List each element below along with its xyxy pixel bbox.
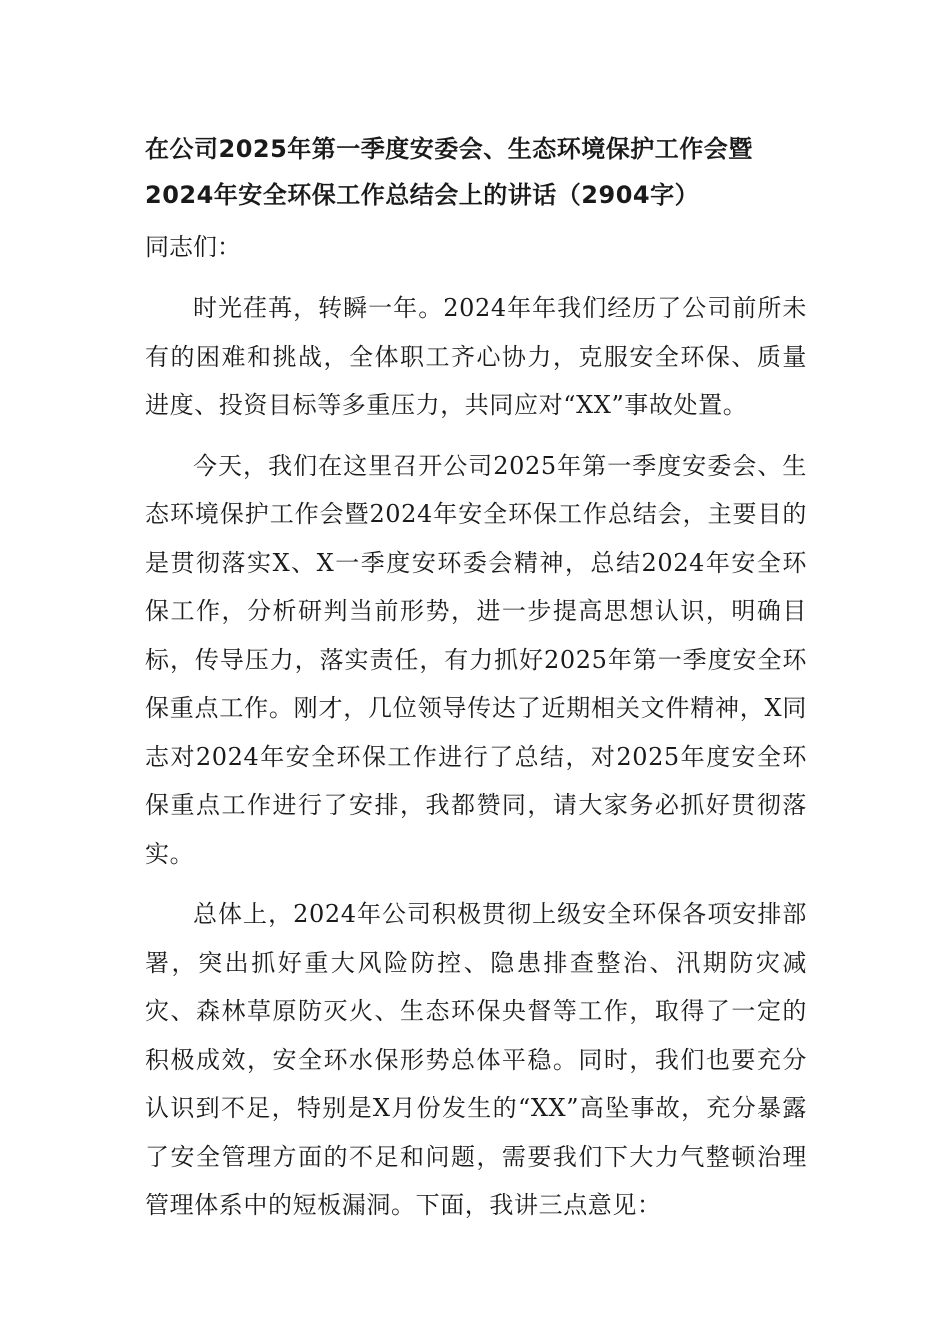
salutation: 同志们： xyxy=(145,233,241,261)
title-line-1: 在公司2025年第一季度安委会、生态环境保护工作会暨 xyxy=(145,135,753,163)
paragraph-3: 总体上，2024年公司积极贯彻上级安全环保各项安排部署，突出抓好重大风险防控、隐患排查整治、汛期防灾减灾、森林草原防灭火、生态环保央督等工作，取得了一定的积极成效，安全环水保形势总体平稳。同时，我们也要充分认识到不足，特别是X月份发生的“XX”高坠事故，充分暴露了安全管理方面的不足和问题，需要我们下大力气整顿治理管理体系中的短板漏洞。下面，我讲三点意见： xyxy=(145,900,807,1219)
title-line-2: 2024年安全环保工作总结会上的讲话（2904字） xyxy=(145,181,700,209)
document-title xyxy=(145,126,807,218)
paragraph-1: 时光荏苒，转瞬一年。2024年年我们经历了公司前所未有的困难和挑战，全体职工齐心协力，克服安全环保、质量进度、投资目标等多重压力，共同应对“XX”事故处置。 xyxy=(145,294,807,419)
paragraph-2: 今天，我们在这里召开公司2025年第一季度安委会、生态环境保护工作会暨2024年安全环保工作总结会，主要目的是贯彻落实X、X一季度安环委会精神，总结2024年安全环保工作，分析研判当前形势，进一步提高思想认识，明确目标，传导压力，落实责任，有力抓好2025年第一季度安全环保重点工作。刚才，几位领导传达了近期相关文件精神，X同志对2024年安全环保工作进行了总结，对2025年度安全环保重点工作进行了安排，我都赞同，请大家务必抓好贯彻落实。 xyxy=(145,451,807,868)
document-body xyxy=(145,126,807,1230)
